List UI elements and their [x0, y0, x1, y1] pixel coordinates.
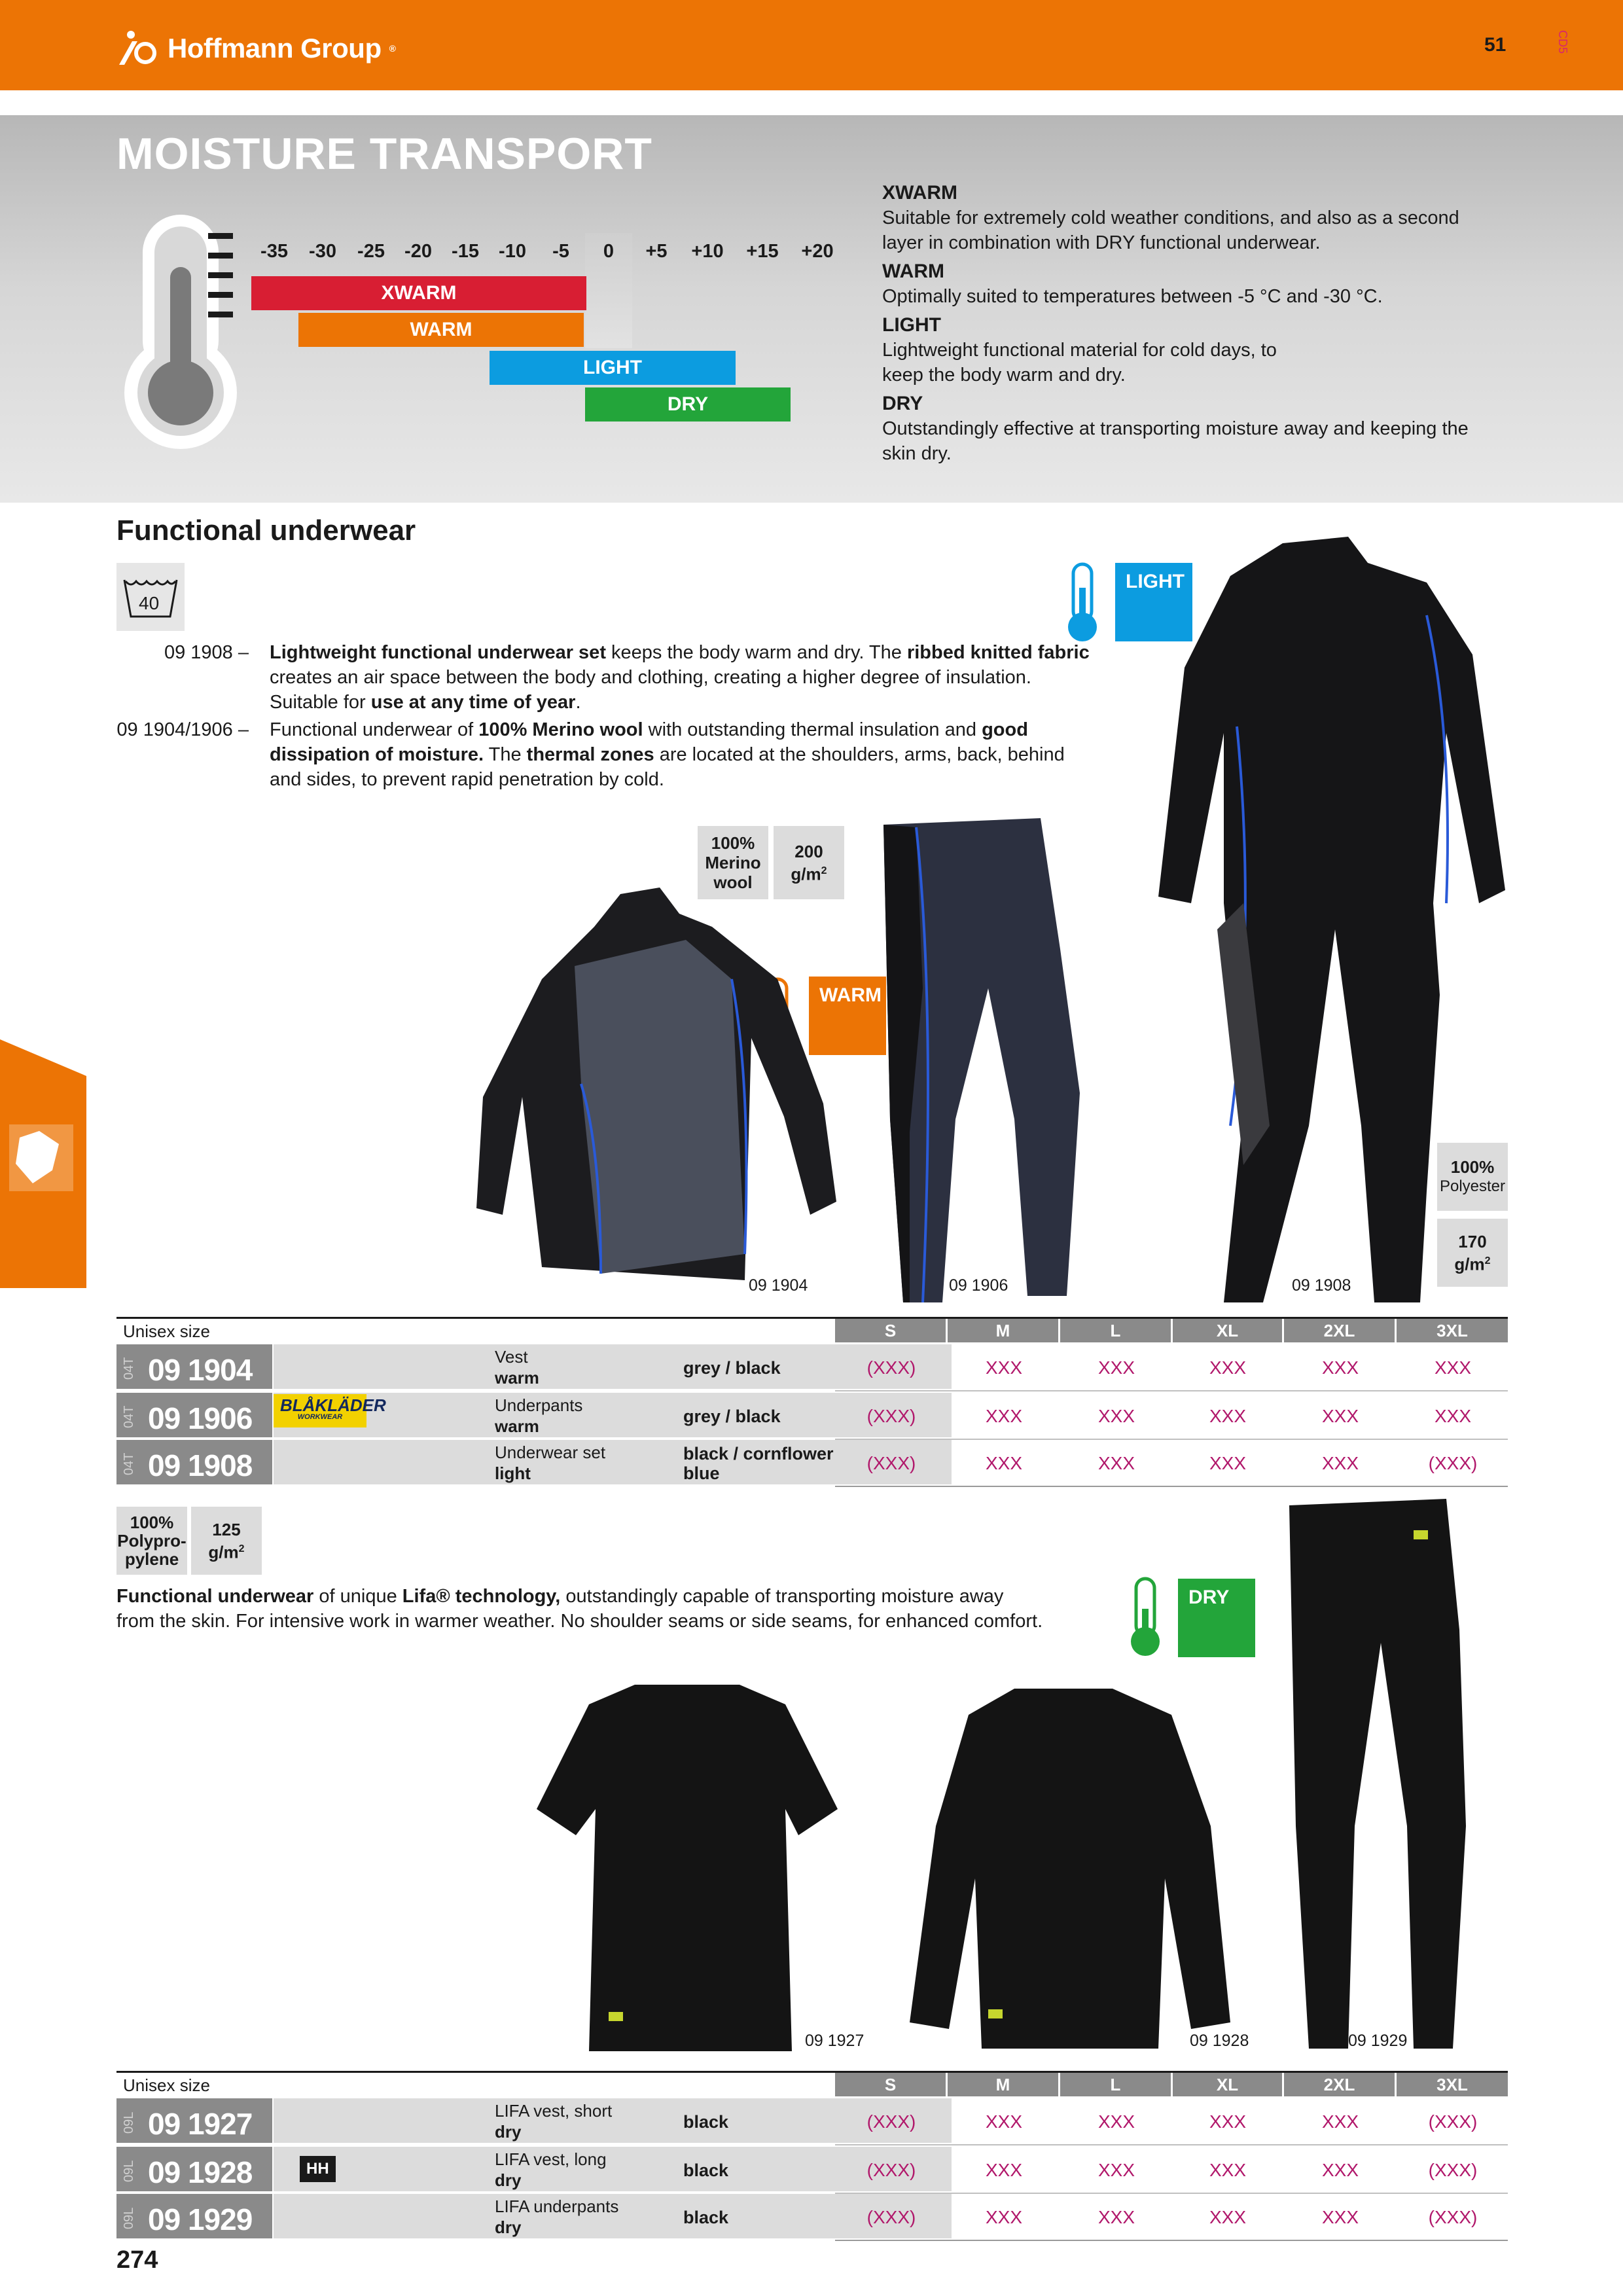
size-header-s: S	[835, 2073, 948, 2096]
scale-label: -30	[309, 241, 336, 262]
caption-091908: 09 1908	[1292, 1276, 1351, 1295]
size-header-xl: XL	[1173, 2073, 1284, 2096]
banner-title: MOISTURE TRANSPORT	[116, 129, 652, 179]
scale-label: +20	[801, 241, 834, 262]
size-value: (XXX)	[1428, 2160, 1478, 2180]
size-value: (XXX)	[866, 2207, 916, 2227]
product-color: grey / black	[683, 1407, 781, 1426]
table-row	[116, 1344, 1508, 1390]
size-value: XXX	[1321, 1406, 1359, 1426]
desc-text: creates an air space between the body and clothing, creating a higher degree of insulation. Suitable for	[270, 667, 1031, 713]
size-header-m: M	[948, 2073, 1060, 2096]
table1-header	[116, 1319, 1508, 1342]
product-level: warm	[495, 1416, 539, 1436]
spec-unit-sup: 2	[1484, 1255, 1491, 1266]
row-divider	[835, 2144, 1508, 2145]
thermometer-light-icon	[1064, 562, 1101, 645]
desc-text: .	[575, 692, 581, 713]
caption-091929: 09 1929	[1348, 2032, 1408, 2050]
scale-label: -20	[404, 241, 432, 262]
size-value: XXX	[1321, 2160, 1359, 2180]
spec-line	[791, 861, 827, 884]
product-level: warm	[495, 1368, 539, 1388]
size-value: XXX	[1209, 2160, 1247, 2180]
spec-unit: g/m	[1454, 1254, 1485, 1274]
size-value: XXX	[1209, 2111, 1247, 2132]
desc-bold: use at any time of year	[370, 692, 576, 713]
spec-line: 100%	[130, 1513, 174, 1532]
legend-heading: LIGHT	[882, 314, 941, 336]
desc-text: of unique	[313, 1586, 402, 1607]
legend-text: Suitable for extremely cold weather conditions, and also as a second layer in combination with DRY functional underwear.	[882, 207, 1459, 253]
desc-bold: Lightweight functional underwear set	[270, 642, 606, 663]
spec-unit-sup: 2	[821, 865, 827, 876]
spec-line: pylene	[124, 1549, 179, 1569]
size-header-xl: XL	[1173, 1319, 1284, 1342]
wash-40-icon	[116, 563, 185, 631]
scale-label: +5	[645, 241, 668, 262]
size-value: (XXX)	[866, 2160, 916, 2180]
size-value: XXX	[1321, 2207, 1359, 2227]
product-level: dry	[495, 2217, 522, 2237]
size-value: (XXX)	[1428, 2111, 1478, 2132]
tick	[208, 312, 233, 317]
size-value: XXX	[1434, 1406, 1472, 1426]
size-value: XXX	[1321, 2111, 1359, 2132]
product-name: Underpants	[495, 1395, 583, 1415]
product-level: dry	[495, 2122, 522, 2142]
size-value: XXX	[1097, 1453, 1135, 1473]
article-code: 09 1908	[148, 1448, 253, 1482]
unisex-size-label: Unisex size	[123, 2075, 210, 2095]
product-color: black	[683, 2112, 729, 2132]
size-value: (XXX)	[1428, 1453, 1478, 1473]
scale-label: -35	[260, 241, 288, 262]
spec-line: wool	[713, 872, 753, 892]
caption-091906: 09 1906	[949, 1276, 1008, 1295]
size-value: XXX	[1097, 1357, 1135, 1378]
desc-bold: Lifa® technology,	[402, 1586, 561, 1607]
code-prefix: 04T	[122, 1405, 136, 1428]
scale-bar-light: LIGHT	[490, 351, 736, 385]
description-1	[270, 640, 1101, 715]
size-value: (XXX)	[866, 1453, 916, 1473]
scale-bar-warm: WARM	[298, 313, 584, 347]
code-prefix: 04T	[122, 1357, 136, 1380]
spec-line	[208, 1539, 244, 1562]
product-level: light	[495, 1463, 531, 1483]
product-image-lifa-vest-long-091928	[910, 1682, 1230, 2055]
size-header-l: L	[1060, 1319, 1173, 1342]
size-value: (XXX)	[866, 2111, 916, 2132]
scale-bar-dry: DRY	[585, 387, 791, 422]
table1-bottom-line	[835, 1486, 1508, 1487]
spec-unit: g/m	[208, 1542, 239, 1562]
size-value: XXX	[1321, 1357, 1359, 1378]
desc-text: are located at the shoulders, arms, back, behind and sides, to prevent rapid penetration by cold.	[270, 744, 1065, 790]
size-value: XXX	[985, 1453, 1023, 1473]
scale-label: +15	[746, 241, 779, 262]
size-value: XXX	[1097, 2111, 1135, 2132]
spec-line: Merino	[705, 853, 761, 872]
spec-polypropylene	[116, 1507, 187, 1575]
scale-bar-xwarm: XWARM	[251, 276, 586, 310]
size-value: XXX	[1097, 2207, 1135, 2227]
table-row	[116, 2194, 1508, 2240]
table-row	[116, 2098, 1508, 2144]
size-value: XXX	[985, 1406, 1023, 1426]
scale-label: 0	[603, 241, 615, 262]
scale-label: -10	[499, 241, 526, 262]
legend-heading: WARM	[882, 260, 944, 282]
registered-mark: ®	[389, 43, 396, 54]
product-color: black	[683, 2208, 729, 2227]
article-code: 09 1928	[148, 2155, 253, 2189]
scale-label: -25	[357, 241, 385, 262]
spec-line: 100%	[711, 833, 755, 853]
page-number-top: 51	[1484, 34, 1507, 56]
spec-line: 100%	[1450, 1157, 1495, 1177]
size-header-s: S	[835, 1319, 948, 1342]
wash-temp: 40	[139, 593, 160, 613]
desc-bold: good dissipation of moisture.	[270, 719, 1028, 765]
article-code: 09 1906	[148, 1401, 253, 1435]
tick	[208, 253, 233, 259]
tick	[208, 272, 233, 278]
table2-bottom-line	[835, 2240, 1508, 2241]
size-value: XXX	[985, 1357, 1023, 1378]
scale-ticks	[208, 233, 233, 331]
size-value: (XXX)	[866, 1357, 916, 1378]
scale-label: +10	[691, 241, 724, 262]
level-legend	[882, 181, 1504, 470]
desc-text: outstandingly capable of transporting moisture away from the skin. For intensive work in warmer weather. No shoulder seams or side seams, for enhanced comfort.	[116, 1586, 1043, 1632]
size-value: XXX	[985, 2207, 1023, 2227]
spec-weight-125	[191, 1507, 262, 1575]
desc-bold: 100% Merino wool	[478, 719, 643, 740]
product-image-vest-091904	[470, 888, 836, 1280]
size-value: XXX	[985, 2160, 1023, 2180]
unisex-size-label: Unisex size	[123, 1321, 210, 1341]
size-header-l: L	[1060, 2073, 1173, 2096]
caption-091928: 09 1928	[1190, 2032, 1249, 2050]
product-image-underwear-set-091908	[1152, 537, 1512, 1302]
legend-heading: DRY	[882, 393, 923, 414]
article-code: 09 1904	[148, 1353, 253, 1387]
product-image-underpants-091906	[870, 818, 1086, 1302]
size-value: XXX	[1209, 1406, 1247, 1426]
spec-line: 200	[794, 841, 823, 861]
hoffmann-logo	[116, 29, 395, 68]
level-warm-badge: WARM	[809, 977, 886, 1055]
level-dry-badge: DRY	[1178, 1579, 1255, 1657]
product-color: grey / black	[683, 1358, 781, 1378]
legend-heading: XWARM	[882, 182, 957, 204]
product-color: black / cornflower blue	[683, 1444, 834, 1483]
size-value: XXX	[1321, 1453, 1359, 1473]
caption-091927: 09 1927	[805, 2032, 865, 2050]
size-value: XXX	[1209, 1453, 1247, 1473]
product-name: LIFA vest, long	[495, 2149, 607, 2169]
legend-text: Outstandingly effective at transporting moisture away and keeping the skin dry.	[882, 418, 1469, 464]
table-row	[116, 1440, 1508, 1486]
table2-header	[116, 2073, 1508, 2096]
desc-text: The	[484, 744, 527, 765]
spec-line: 125	[212, 1519, 241, 1539]
product-image-lifa-vest-short-091927	[537, 1678, 838, 2051]
tick	[208, 292, 233, 298]
code-prefix: 09L	[122, 2111, 136, 2134]
product-name: Vest	[495, 1347, 528, 1367]
desc-bold: Functional underwear	[116, 1586, 314, 1607]
size-value: XXX	[985, 2111, 1023, 2132]
section-title: Functional underwear	[116, 514, 416, 547]
scale-label: -5	[552, 241, 569, 262]
desc-text: keeps the body warm and dry. The	[605, 642, 907, 663]
logo-text: Hoffmann Group	[168, 33, 382, 63]
size-value: XXX	[1209, 2207, 1247, 2227]
row-divider	[835, 1390, 1508, 1391]
product-color: black	[683, 2161, 729, 2180]
scale-label: -15	[452, 241, 479, 262]
size-header-3xl: 3XL	[1397, 1319, 1508, 1342]
desc-bold: ribbed knitted fabric	[906, 642, 1090, 663]
desc-bold: thermal zones	[526, 744, 654, 765]
size-header-2xl: 2XL	[1284, 1319, 1397, 1342]
article-code: 09 1929	[148, 2202, 253, 2236]
product-name: LIFA underpants	[495, 2197, 619, 2216]
spec-unit: g/m	[791, 864, 821, 884]
spec-line: Polyester	[1439, 1177, 1506, 1195]
brand-sub: WORKWEAR	[297, 1413, 343, 1421]
brand-name: BLÅKLÄDER	[280, 1395, 386, 1415]
tick	[208, 233, 233, 239]
size-value: XXX	[1097, 1406, 1135, 1426]
product-name: Underwear set	[495, 1443, 606, 1462]
size-value: XXX	[1434, 1357, 1472, 1378]
description-2	[270, 717, 1101, 792]
hoffmann-logo-icon	[116, 29, 160, 67]
product-image-lifa-underpants-091929	[1276, 1499, 1472, 2049]
artnum-label: 09 1904/1906 –	[116, 719, 249, 740]
legend-text: Lightweight functional material for cold days, to keep the body warm and dry.	[882, 340, 1277, 386]
blaklader-logo	[274, 1394, 386, 1427]
product-level: dry	[495, 2170, 522, 2190]
legend-text: Optimally suited to temperatures between -5 °C and -30 °C.	[882, 286, 1383, 307]
article-code: 09 1927	[148, 2107, 253, 2141]
spec-unit-sup: 2	[238, 1543, 245, 1554]
size-value: (XXX)	[1428, 2207, 1478, 2227]
category-side-tab	[0, 1039, 86, 1288]
size-value: (XXX)	[866, 1406, 916, 1426]
page-number: 274	[116, 2246, 158, 2274]
desc-text: with outstanding thermal insulation and	[643, 719, 982, 740]
spec-line: 170	[1458, 1231, 1487, 1251]
level-light-badge: LIGHT	[1115, 563, 1192, 641]
size-header-2xl: 2XL	[1284, 2073, 1397, 2096]
size-value: XXX	[1097, 2160, 1135, 2180]
code-prefix: 09L	[122, 2160, 136, 2182]
vertical-code: CD5	[1556, 30, 1569, 54]
size-header-3xl: 3XL	[1397, 2073, 1508, 2096]
desc-text: Functional underwear of	[270, 719, 479, 740]
caption-091904: 09 1904	[749, 1276, 808, 1295]
size-value: XXX	[1209, 1357, 1247, 1378]
artnum-label: 09 1908 –	[164, 642, 249, 663]
size-header-m: M	[948, 1319, 1060, 1342]
spec-line: Polypro-	[117, 1531, 187, 1551]
thermometer-dry-icon	[1127, 1576, 1164, 1660]
description-lifa	[116, 1584, 1046, 1634]
product-name: LIFA vest, short	[495, 2101, 613, 2121]
code-prefix: 04T	[122, 1452, 136, 1475]
code-prefix: 09L	[122, 2207, 136, 2229]
helly-hansen-logo: HH	[300, 2156, 336, 2182]
